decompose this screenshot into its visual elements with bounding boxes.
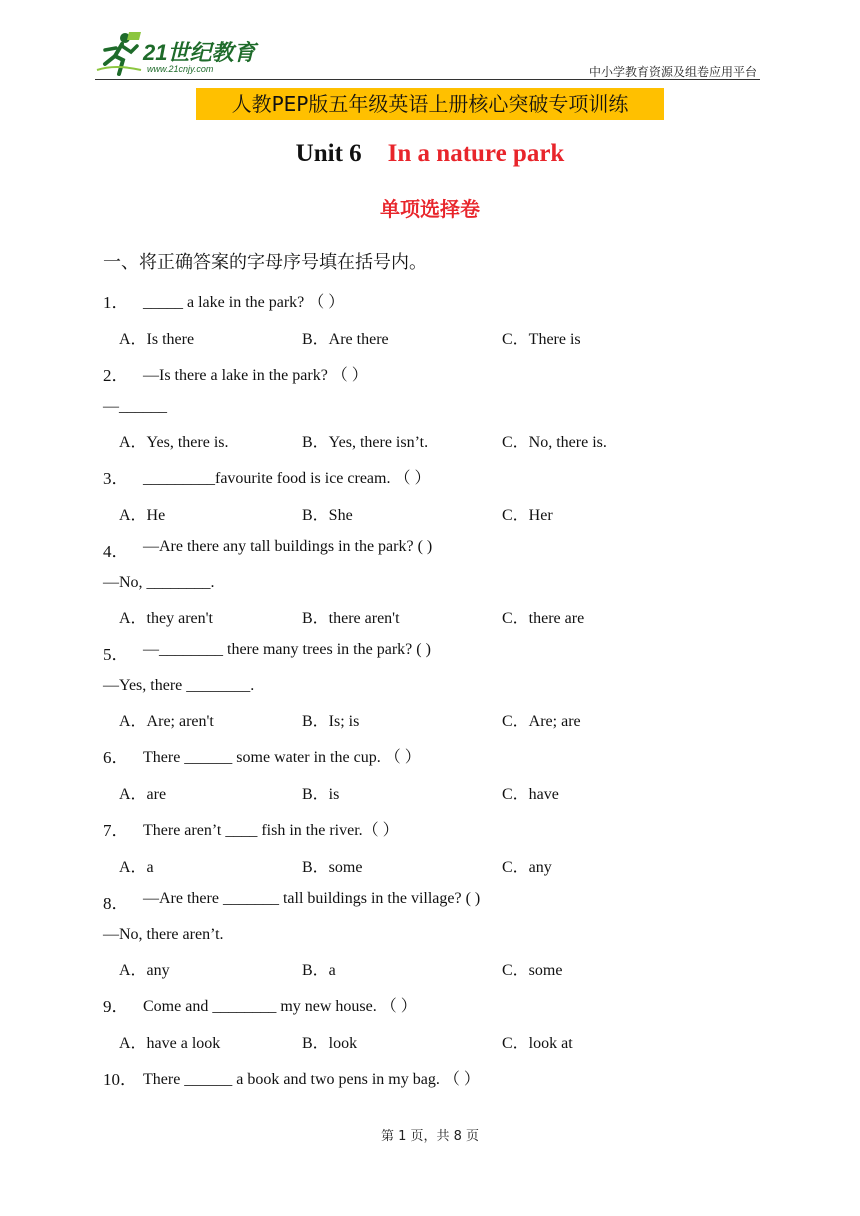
question-number: 9．: [103, 997, 129, 1016]
option-a: A．Yes, there is.: [119, 434, 229, 451]
option-b: B．is: [302, 786, 340, 803]
section-subtitle: 单项选择卷: [380, 197, 480, 221]
answer-line: —No, there aren’t.: [103, 926, 224, 943]
answer-line: —Yes, there ________.: [103, 677, 255, 694]
question-number: 6．: [103, 748, 129, 767]
unit-name: In a nature park: [387, 140, 565, 167]
question-number: 10．: [103, 1070, 137, 1089]
question-number: 7．: [103, 821, 129, 840]
option-c: C．Are; are: [502, 713, 581, 730]
option-b: B．She: [302, 507, 353, 524]
question-text: There ______ a book and two pens in my bag. （ ）: [143, 1071, 480, 1088]
option-a: A．any: [119, 962, 170, 979]
unit-number: Unit 6: [295, 140, 362, 167]
option-a: A．He: [119, 507, 166, 524]
option-c: C．There is: [502, 331, 581, 348]
option-a: A．they aren't: [119, 610, 213, 627]
question-number: 2．: [103, 366, 129, 385]
option-c: C．there are: [502, 610, 585, 627]
page-header: [95, 30, 760, 82]
question-text: There aren’t ____ fish in the river.（ ）: [143, 822, 399, 839]
logo-url: www.21cnjy.com: [147, 64, 214, 74]
question-text: —________ there many trees in the park? ( ): [143, 641, 431, 658]
page-title: [0, 140, 860, 168]
answer-line: —______: [103, 398, 167, 415]
option-a: A．have a look: [119, 1035, 221, 1052]
question-number: 5．: [103, 645, 129, 664]
logo: [95, 30, 265, 78]
question-text: —Are there any tall buildings in the park? ( ): [143, 538, 433, 555]
option-c: C．look at: [502, 1035, 573, 1052]
option-a: A．are: [119, 786, 167, 803]
option-c: C．No, there is.: [502, 434, 607, 451]
question-number: 3．: [103, 469, 129, 488]
option-b: B．look: [302, 1035, 358, 1052]
option-b: B．there aren't: [302, 610, 400, 627]
option-c: C．have: [502, 786, 559, 803]
option-c: C．Her: [502, 507, 553, 524]
question-number: 1．: [103, 293, 129, 312]
option-b: B．Are there: [302, 331, 389, 348]
runner-icon: [95, 30, 143, 78]
question-text: _____ a lake in the park? （ ）: [143, 294, 345, 311]
option-b: B．some: [302, 859, 363, 876]
question-text: _________favourite food is ice cream. （ ）: [143, 470, 431, 487]
option-b: B．a: [302, 962, 336, 979]
platform-name: 中小学教育资源及组卷应用平台: [588, 65, 757, 79]
page-footer: 第 1 页，共 8 页: [380, 1129, 480, 1144]
option-b: B．Is; is: [302, 713, 360, 730]
option-c: C．some: [502, 962, 563, 979]
option-a: A．a: [119, 859, 154, 876]
answer-line: —No, ________.: [103, 574, 215, 591]
option-c: C．any: [502, 859, 552, 876]
question-number: 4．: [103, 542, 129, 561]
question-text: —Are there _______ tall buildings in the village? ( ): [143, 890, 481, 907]
question-text: Come and ________ my new house. （ ）: [143, 998, 417, 1015]
option-a: A．Are; aren't: [119, 713, 214, 730]
question-text: —Is there a lake in the park? （ ）: [143, 367, 368, 384]
series-banner: 人教PEP版五年级英语上册核心突破专项训练: [196, 88, 664, 120]
instruction-text: 一、将正确答案的字母序号填在括号内。: [103, 252, 427, 273]
question-number: 8．: [103, 894, 129, 913]
logo-text: 21世纪教育: [143, 40, 256, 65]
question-text: There ______ some water in the cup. （ ）: [143, 749, 421, 766]
option-b: B．Yes, there isn’t.: [302, 434, 429, 451]
option-a: A．Is there: [119, 331, 195, 348]
header-divider: [95, 79, 760, 80]
